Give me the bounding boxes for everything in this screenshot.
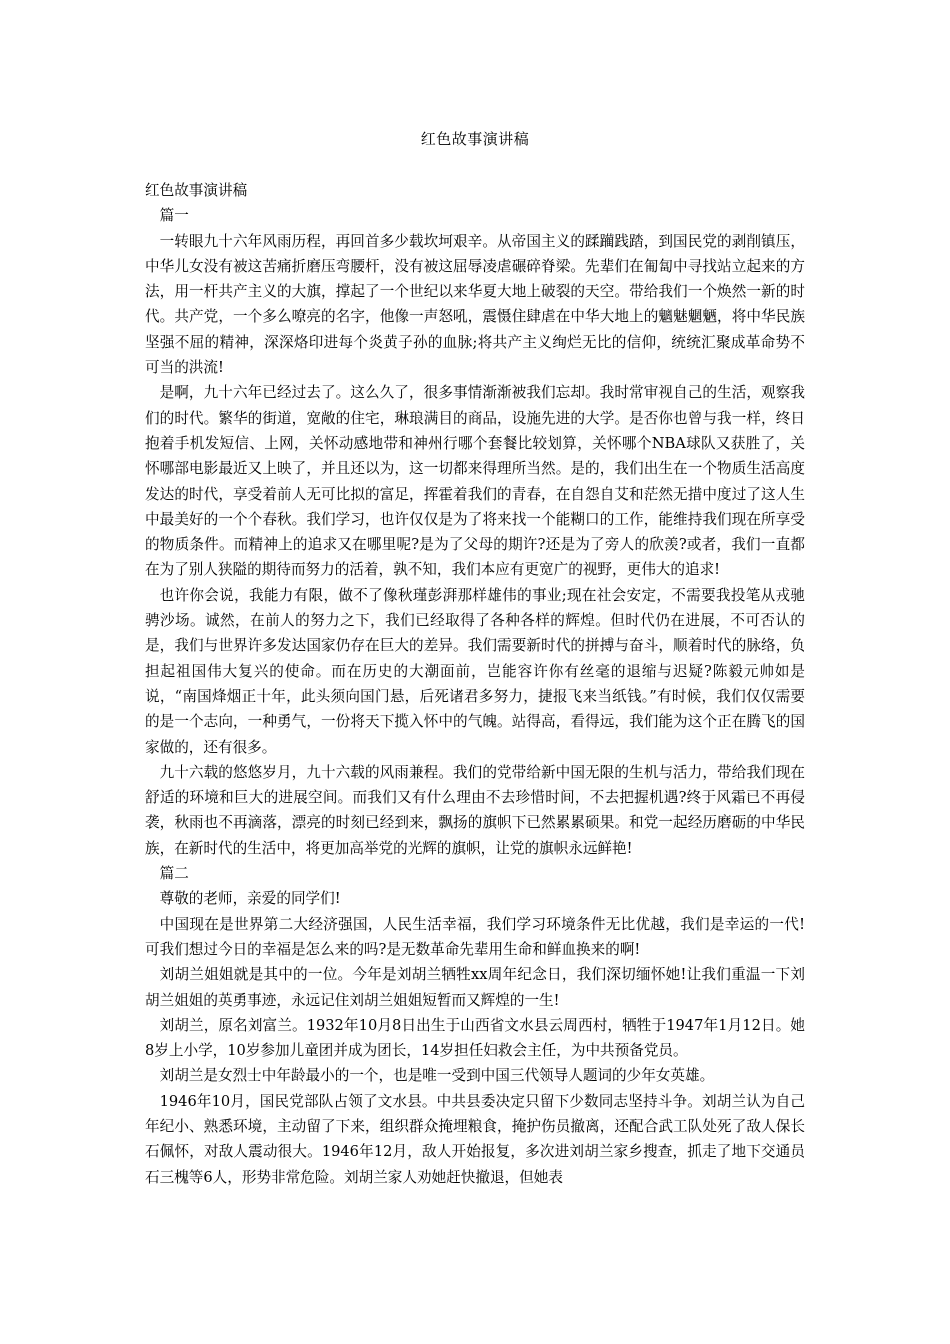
paragraph: 是啊，九十六年已经过去了。这么久了，很多事情渐渐被我们忘却。我时常审视自己的生活，观察我们的时代。繁华的街道，宽敞的住宅，琳琅满目的商品，设施先进的大学。是否你也曾与我一样，终日抱着手机发短信、上网，关怀动感地带和神州行哪个套餐比较划算，关怀哪个NBA球队又获胜了，关怀哪部电影最近又上映了，并且还以为，这一切都来得理所当然。是的，我们出生在一个物质生活高度发达的时代，享受着前人无可比拟的富足，挥霍着我们的青春，在自怨自艾和茫然无措中度过了这人生中最美好的一个个春秋。我们学习，也许仅仅是为了将来找一个能糊口的工作，能维持我们现在所享受的物质条件。而精神上的追求又在哪里呢?是为了父母的期许?还是为了旁人的欣羡?或者，我们一直都在为了别人狭隘的期待而努力的活着，孰不知，我们本应有更宽广的视野，更伟大的追求! <box>145 384 805 579</box>
section-heading: 篇一 <box>159 207 189 225</box>
paragraph: 1946年10月，国民党部队占领了文水县。中共县委决定只留下少数同志坚持斗争。刘胡兰认为自己年纪小、熟悉环境，主动留了下来，组织群众掩埋粮食，掩护伤员撤离，还配合武工队处死了敌人保长石佩怀，对敌人震动很大。1946年12月，敌人开始报复，多次进刘胡兰家乡搜查，抓走了地下交通员石三槐等6人，形势非常危险。刘胡兰家人劝她赶快撤退，但她表 <box>145 1092 805 1186</box>
section-heading: 篇二 <box>159 865 189 883</box>
document-subtitle: 红色故事演讲稿 <box>145 182 248 199</box>
paragraph: 中国现在是世界第二大经济强国，人民生活幸福，我们学习环境条件无比优越，我们是幸运的一代!可我们想过今日的幸福是怎么来的吗?是无数革命先辈用生命和鲜血换来的啊! <box>145 915 805 958</box>
paragraph: 九十六载的悠悠岁月，九十六载的风雨兼程。我们的党带给新中国无限的生机与活力，带给我们现在舒适的环境和巨大的进展空间。而我们又有什么理由不去珍惜时间，不去把握机遇?终于风霜已不再侵袭，秋雨也不再滴落，漂亮的时刻已经到来，飘扬的旗帜下已然累累硕果。和党一起经历磨砺的中华民族，在新时代的生活中，将更加高举党的光辉的旗帜，让党的旗帜永远鲜艳! <box>145 763 805 857</box>
document-body <box>145 178 805 1190</box>
paragraph: 刘胡兰是女烈士中年龄最小的一个，也是唯一受到中国三代领导人题词的少年女英雄。 <box>159 1067 715 1085</box>
paragraph: 一转眼九十六年风雨历程，再回首多少载坎坷艰辛。从帝国主义的蹂躏践踏，到国民党的剥削镇压，中华儿女没有被这苦痛折磨压弯腰杆，没有被这屈辱凌虐碾碎脊梁。先辈们在匍匐中寻找站立起来的方法，用一杆共产主义的大旗，撑起了一个世纪以来华夏大地上破裂的天空。带给我们一个焕然一新的时代。共产党，一个多么嘹亮的名字，他像一声怒吼，震慑住肆虐在中华大地上的魑魅魍魉，将中华民族坚强不屈的精神，深深烙印进每个炎黄子孙的血脉;将共产主义绚烂无比的信仰，统统汇聚成革命势不可当的洪流! <box>145 232 805 377</box>
paragraph: 尊敬的老师，亲爱的同学们! <box>159 890 341 908</box>
paragraph: 刘胡兰，原名刘富兰。1932年10月8日出生于山西省文水县云周西村，牺牲于1947年1月12日。她8岁上小学，10岁参加儿童团并成为团长，14岁担任妇救会主任，为中共预备党员。 <box>145 1016 805 1060</box>
paragraph: 刘胡兰姐姐就是其中的一位。今年是刘胡兰牺牲xx周年纪念日，我们深切缅怀她!让我们重温一下刘胡兰姐姐的英勇事迹，永远记住刘胡兰姐姐短暂而又辉煌的一生! <box>145 966 805 1009</box>
paragraph: 也许你会说，我能力有限，做不了像秋瑾彭湃那样雄伟的事业;现在社会安定，不需要我投笔从戎驰骋沙场。诚然，在前人的努力之下，我们已经取得了各种各样的辉煌。但时代仍在进展，不可否认的是，我们与世界许多发达国家仍存在巨大的差异。我们需要新时代的拼搏与奋斗，顺着时代的脉络，负担起祖国伟大复兴的使命。而在历史的大潮面前，岂能容许你有丝毫的退缩与迟疑?陈毅元帅如是说，“南国烽烟正十年，此头须向国门悬，后死诸君多努力，捷报飞来当纸钱。”有时候，我们仅仅需要的是一个志向，一种勇气，一份将天下揽入怀中的气魄。站得高，看得远，我们能为这个正在腾飞的国家做的，还有很多。 <box>145 586 805 756</box>
page-title: 红色故事演讲稿 <box>420 130 530 148</box>
